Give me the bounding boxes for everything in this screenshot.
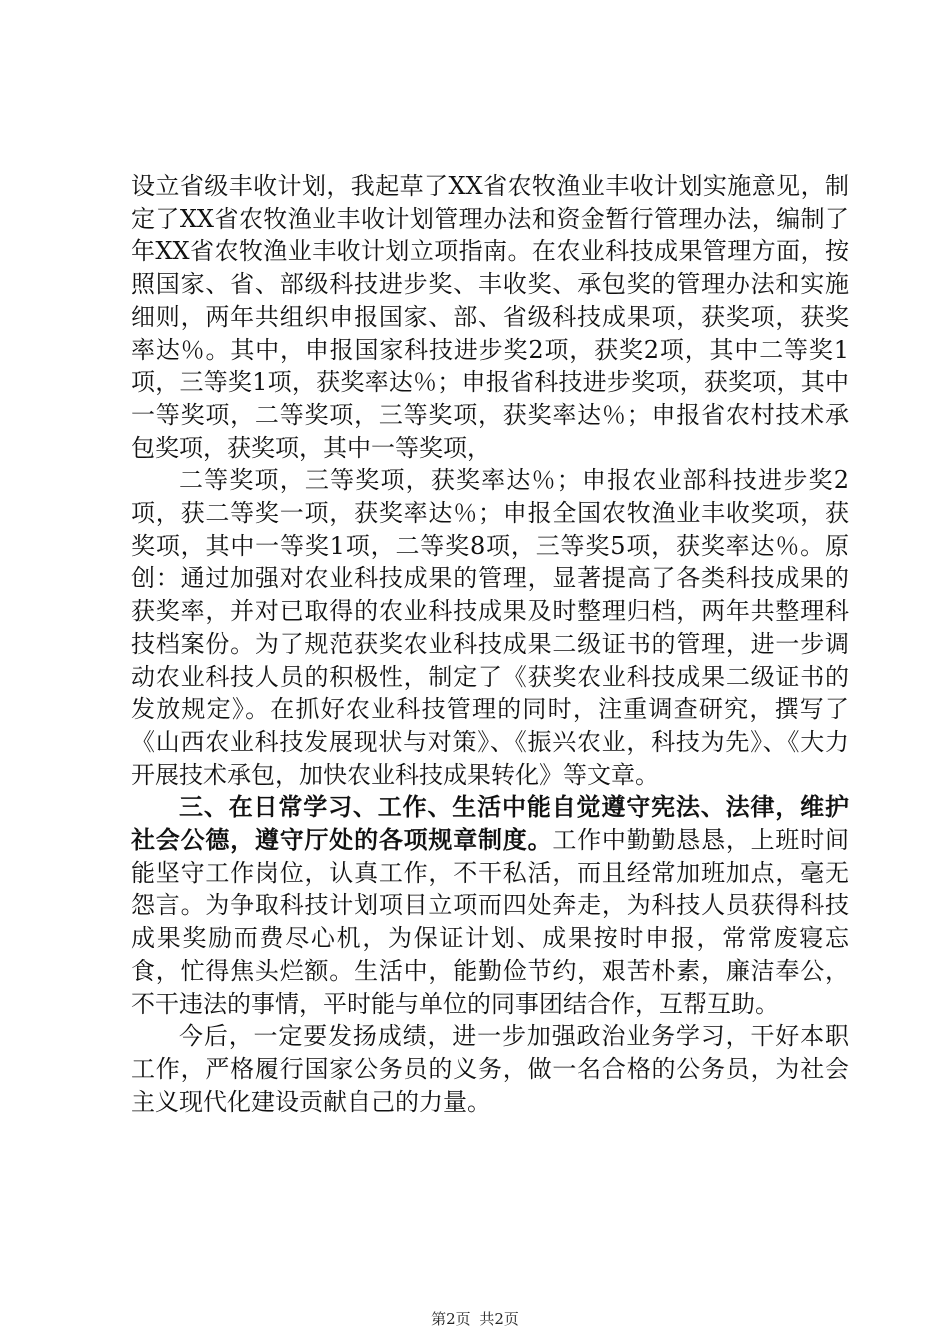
section-three-heading: 三、在日常学习、工作、生活中能自觉遵守宪法、法律，维护社会公德，遵守厅处的各项规章制度。 bbox=[131, 792, 849, 855]
paragraph-continued: 设立省级丰收计划，我起草了XX省农牧渔业丰收计划实施意见，制定了XX省农牧渔业丰收计划管理办法和资金暂行管理办法，编制了年XX省农牧渔业丰收计划立项指南。在农业科技成果管理方面，按照国家、省、部级科技进步奖、丰收奖、承包奖的管理办法和实施细则，两年共组织申报国家、部、省级科技成果项，获奖项，获奖率达％。其中，申报国家科技进步奖2项，获奖2项，其中二等奖1项，三等奖1项，获奖率达％；申报省科技进步奖项，获奖项，其中一等奖项，二等奖项，三等奖项，获奖率达％；申报省农村技术承包奖项，获奖项，其中一等奖项， bbox=[131, 172, 849, 462]
page-footer bbox=[0, 1308, 950, 1329]
paragraph-closing: 今后，一定要发扬成绩，进一步加强政治业务学习，干好本职工作，严格履行国家公务员的义务，做一名合格的公务员，为社会主义现代化建设贡献自己的力量。 bbox=[131, 1022, 849, 1116]
page-total: 共2页 bbox=[479, 1310, 519, 1328]
section-three-text: 工作中勤勤恳恳，上班时间能坚守工作岗位，认真工作，不干私活，而且经常加班加点，毫无怨言。为争取科技计划项目立项而四处奔走，为科技人员获得科技成果奖励而费尽心机，为保证计划、成果按时申报，常常废寝忘食，忙得焦头烂额。生活中，能勤俭节约，艰苦朴素，廉洁奉公，不干违法的事情，平时能与单位的同事团结合作，互帮互助。 bbox=[131, 826, 850, 1018]
paragraph-section-three bbox=[131, 791, 849, 1020]
page-number: 第2页 bbox=[431, 1310, 471, 1328]
paragraph-awards: 二等奖项，三等奖项，获奖率达％；申报农业部科技进步奖2项，获二等奖一项，获奖率达％；申报全国农牧渔业丰收奖项，获奖项，其中一等奖1项，二等奖8项，三等奖5项，获奖率达％。原创：通过加强对农业科技成果的管理，显著提高了各类科技成果的获奖率，并对已取得的农业科技成果及时整理归档，两年共整理科技档案份。为了规范获奖农业科技成果二级证书的管理，进一步调动农业科技人员的积极性，制定了《获奖农业科技成果二级证书的发放规定》。在抓好农业科技管理的同时，注重调查研究，撰写了《山西农业科技发展现状与对策》、《振兴农业，科技为先》、《大力开展技术承包，加快农业科技成果转化》等文章。 bbox=[131, 466, 849, 789]
document-body bbox=[131, 170, 849, 1118]
